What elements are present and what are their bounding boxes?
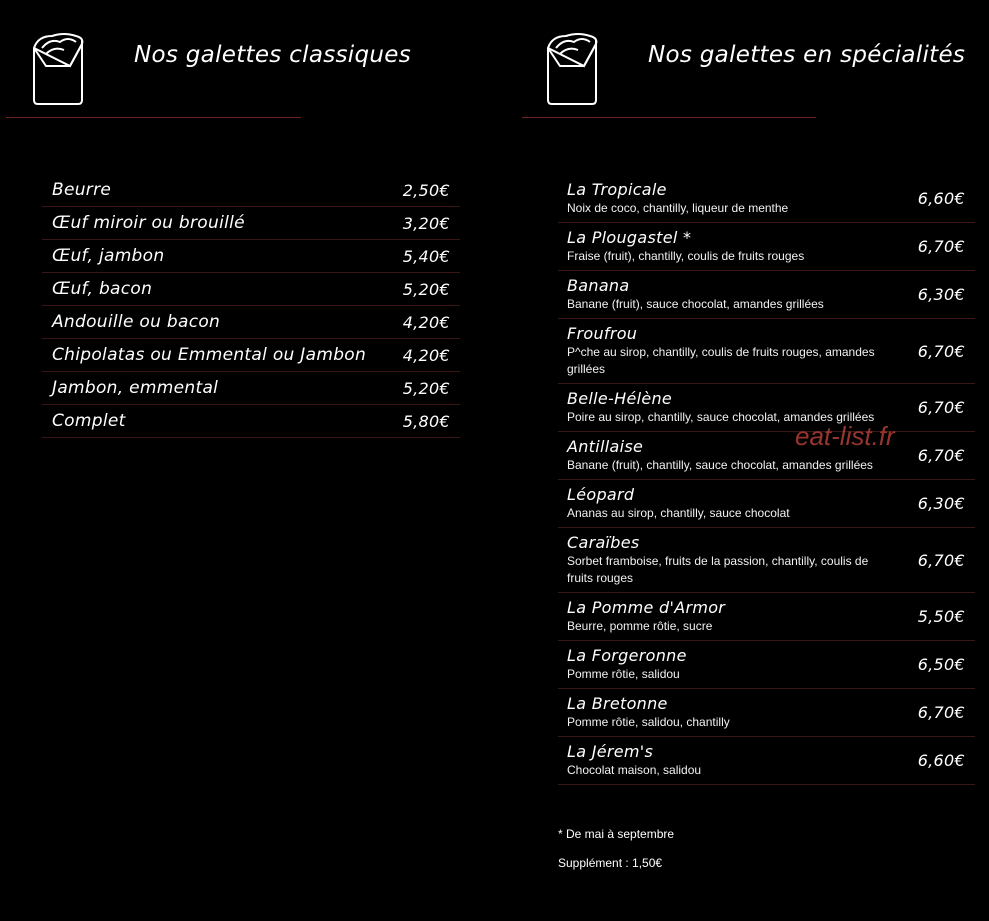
menu-item	[42, 273, 460, 306]
item-name: Banana	[567, 276, 630, 295]
item-name: Œuf, jambon	[52, 246, 165, 266]
item-name: Andouille ou bacon	[52, 312, 221, 332]
menu-item	[558, 223, 975, 271]
menu-item	[558, 384, 975, 432]
item-name: La Pomme d'Armor	[567, 598, 726, 617]
menu-item	[558, 737, 975, 785]
watermark: eat-list.fr	[795, 421, 895, 451]
item-name: La Forgeronne	[567, 646, 687, 665]
item-name: Caraïbes	[567, 533, 640, 552]
item-price: 6,70€	[917, 237, 965, 256]
item-description: Pomme rôtie, salidou	[567, 667, 680, 681]
item-name: La Bretonne	[567, 694, 668, 713]
item-price: 5,20€	[402, 378, 450, 398]
item-price: 5,20€	[402, 279, 450, 299]
menu-item	[558, 641, 975, 689]
menu-item	[42, 207, 460, 240]
item-name: La Tropicale	[567, 180, 667, 199]
item-description: P^che au sirop, chantilly, coulis de fruits rouges, amandes grillées	[567, 345, 875, 376]
item-description: Sorbet framboise, fruits de la passion, chantilly, coulis de fruits rouges	[567, 554, 869, 585]
item-price: 5,50€	[917, 607, 965, 626]
galette-wrap-icon	[542, 28, 602, 108]
item-price: 2,50€	[402, 180, 450, 200]
item-price: 6,60€	[917, 189, 965, 208]
menu-item	[558, 480, 975, 528]
classic-menu-list	[42, 174, 460, 438]
item-name: Jambon, emmental	[52, 378, 219, 398]
item-name: La Jérem's	[567, 742, 654, 761]
menu-item	[558, 432, 975, 480]
menu-item	[42, 174, 460, 207]
seasonal-footnote: * De mai à septembre	[558, 827, 675, 841]
item-name: Beurre	[52, 180, 112, 200]
supplement-note: Supplément : 1,50€	[558, 856, 663, 870]
menu-item	[558, 319, 975, 384]
menu-item	[42, 372, 460, 405]
item-name: Froufrou	[567, 324, 638, 343]
menu-item	[558, 528, 975, 593]
menu-item	[558, 593, 975, 641]
item-description: Poire au sirop, chantilly, sauce chocolat, amandes grillées	[567, 410, 875, 424]
item-description: Pomme rôtie, salidou, chantilly	[567, 715, 730, 729]
item-price: 6,30€	[917, 285, 965, 304]
item-price: 6,70€	[917, 446, 965, 465]
item-description: Chocolat maison, salidou	[567, 763, 702, 777]
item-price: 6,60€	[917, 751, 965, 770]
item-price: 6,70€	[917, 398, 965, 417]
item-price: 5,80€	[402, 411, 450, 431]
menu-item	[558, 271, 975, 319]
item-price: 6,70€	[917, 550, 965, 570]
item-name: Chipolatas ou Emmental ou Jambon	[52, 345, 367, 365]
item-description: Banane (fruit), chantilly, sauce chocolat, amandes grillées	[567, 458, 873, 472]
menu-item	[42, 339, 460, 372]
menu-item	[42, 240, 460, 273]
item-name: Œuf miroir ou brouillé	[52, 213, 245, 233]
menu-item	[42, 306, 460, 339]
item-description: Beurre, pomme rôtie, sucre	[567, 619, 713, 633]
item-price: 6,70€	[917, 341, 965, 361]
galette-wrap-icon	[28, 28, 88, 108]
item-name: Léopard	[567, 485, 635, 504]
special-menu-list	[558, 175, 975, 785]
classic-section-title: Nos galettes classiques	[134, 42, 411, 68]
item-price: 6,30€	[917, 494, 965, 513]
menu-item	[558, 689, 975, 737]
item-price: 3,20€	[402, 213, 450, 233]
item-description: Banane (fruit), sauce chocolat, amandes grillées	[567, 297, 824, 311]
item-name: Antillaise	[567, 437, 644, 456]
item-price: 6,70€	[917, 703, 965, 722]
item-name: Œuf, bacon	[52, 279, 153, 299]
item-price: 5,40€	[402, 246, 450, 266]
menu-item	[558, 175, 975, 223]
special-header-divider	[522, 117, 816, 118]
item-name: Complet	[52, 411, 126, 431]
item-price: 6,50€	[917, 655, 965, 674]
item-name: La Plougastel *	[567, 228, 692, 247]
item-name: Belle-Hélène	[567, 389, 673, 408]
item-price: 4,20€	[402, 312, 450, 332]
menu-item	[42, 405, 460, 438]
item-description: Ananas au sirop, chantilly, sauce chocolat	[567, 506, 790, 520]
item-description: Fraise (fruit), chantilly, coulis de fruits rouges	[567, 249, 805, 263]
item-price: 4,20€	[402, 345, 450, 365]
classic-header-divider	[6, 117, 301, 118]
item-description: Noix de coco, chantilly, liqueur de menthe	[567, 201, 789, 215]
special-section-title: Nos galettes en spécialités	[648, 42, 966, 68]
